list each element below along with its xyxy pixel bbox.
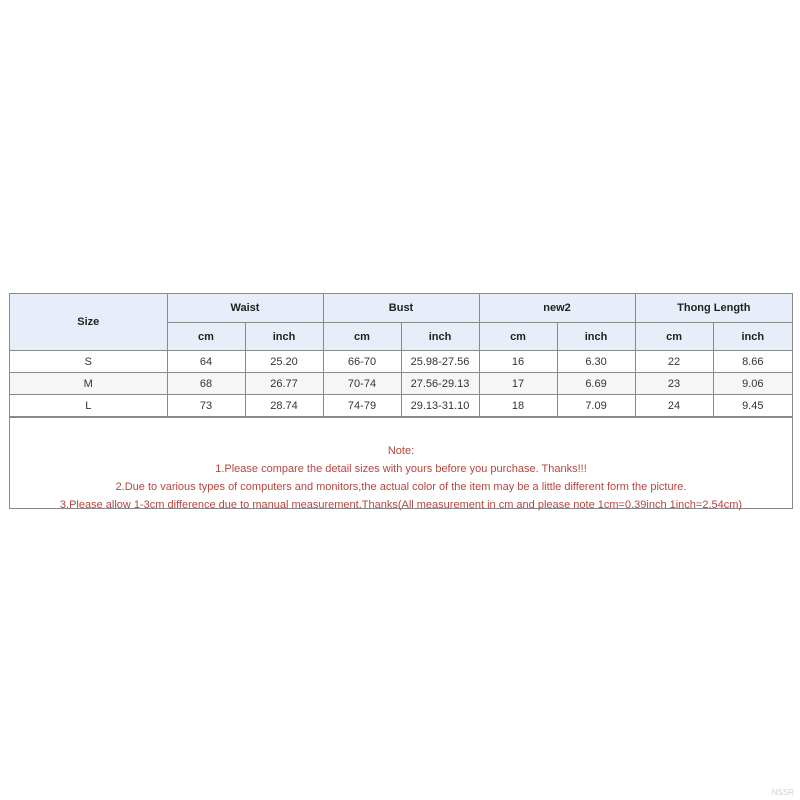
- table-cell: 74-79: [323, 395, 401, 417]
- notes-section: [10, 417, 792, 511]
- bust-header: Bust: [323, 294, 479, 323]
- table-cell: 73: [167, 395, 245, 417]
- table-cell: 24: [635, 395, 713, 417]
- table-cell: 66-70: [323, 351, 401, 373]
- table-cell: 68: [167, 373, 245, 395]
- note-line: 2.Due to various types of computers and monitors,the actual color of the item may be a little different form the picture.: [115, 481, 687, 493]
- unit-header: cm: [635, 323, 713, 351]
- table-cell: 9.06: [713, 373, 792, 395]
- size-table: [10, 294, 792, 417]
- unit-header: inch: [245, 323, 323, 351]
- unit-header: cm: [479, 323, 557, 351]
- waist-header: Waist: [167, 294, 323, 323]
- unit-header: inch: [713, 323, 792, 351]
- table-cell: 28.74: [245, 395, 323, 417]
- new2-header: new2: [479, 294, 635, 323]
- size-chart: [9, 293, 793, 509]
- unit-header: cm: [167, 323, 245, 351]
- unit-header: inch: [401, 323, 479, 351]
- table-cell: 22: [635, 351, 713, 373]
- unit-header: inch: [557, 323, 635, 351]
- table-cell: 9.45: [713, 395, 792, 417]
- table-cell: 6.30: [557, 351, 635, 373]
- table-cell: 16: [479, 351, 557, 373]
- note-line: 3.Please allow 1-3cm difference due to manual measurement.Thanks(All measurement in cm and please note 1cm=0.39inch 1inch=2.54cm): [59, 499, 743, 511]
- table-cell: 70-74: [323, 373, 401, 395]
- table-cell: 26.77: [245, 373, 323, 395]
- size-cell: M: [10, 373, 167, 395]
- size-header: Size: [10, 294, 167, 351]
- table-cell: 25.20: [245, 351, 323, 373]
- header-row-groups: [10, 294, 792, 323]
- table-cell: 7.09: [557, 395, 635, 417]
- table-cell: 8.66: [713, 351, 792, 373]
- table-row: [10, 395, 792, 417]
- table-cell: 23: [635, 373, 713, 395]
- table-row: [10, 351, 792, 373]
- table-cell: 29.13-31.10: [401, 395, 479, 417]
- table-cell: 17: [479, 373, 557, 395]
- table-cell: 25.98-27.56: [401, 351, 479, 373]
- table-cell: 27.56-29.13: [401, 373, 479, 395]
- table-cell: 64: [167, 351, 245, 373]
- size-cell: S: [10, 351, 167, 373]
- size-cell: L: [10, 395, 167, 417]
- table-row: [10, 373, 792, 395]
- note-title: Note:: [387, 445, 415, 457]
- table-cell: 6.69: [557, 373, 635, 395]
- unit-header: cm: [323, 323, 401, 351]
- table-cell: 18: [479, 395, 557, 417]
- thong-length-header: Thong Length: [635, 294, 792, 323]
- note-line: 1.Please compare the detail sizes with yours before you purchase. Thanks!!!: [215, 463, 587, 475]
- watermark: NSSR: [771, 788, 794, 797]
